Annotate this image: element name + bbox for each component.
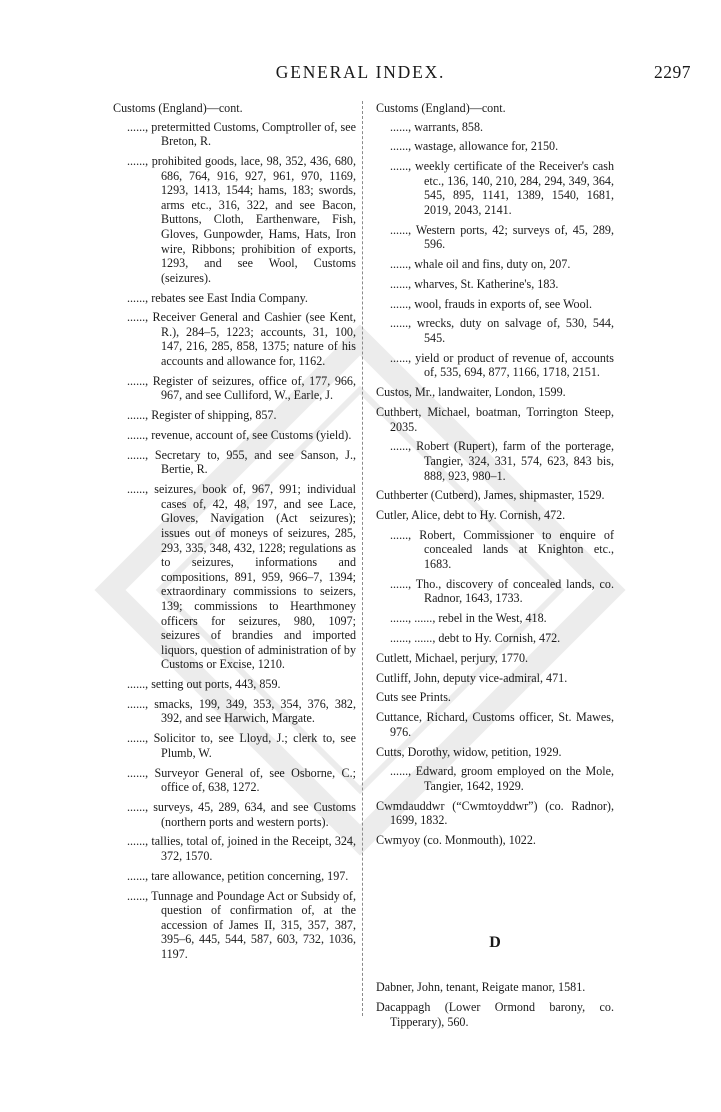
index-entry: ......, Register of shipping, 857. bbox=[127, 408, 277, 423]
index-entry: Cwmdauddwr (“Cwmtoyddwr”) (co. Radnor), 1699, 1832. bbox=[376, 798, 614, 828]
index-entry: ......, pretermitted Customs, Comptroller of, see Breton, R. bbox=[127, 119, 356, 149]
index-entry: Dacappagh (Lower Ormond barony, co. Tipperary), 560. bbox=[376, 1000, 614, 1029]
index-entry: ......, Robert, Commissioner to enquire of concealed lands at Knighton etc., 1683. bbox=[390, 527, 614, 572]
running-title: GENERAL INDEX. bbox=[275, 62, 446, 82]
index-entry: ......, Robert (Rupert), farm of the porterage, Tangier, 324, 331, 574, 623, 843 bis, 888, 923, 980–1. bbox=[390, 439, 614, 483]
index-entry: ......, Register of seizures, office of, 177, 966, 967, and see Culliford, W., Earle, J. bbox=[127, 373, 356, 403]
index-entry: ......, setting out ports, 443, 859. bbox=[127, 677, 281, 692]
column-heading: Customs (England)—cont. bbox=[376, 101, 506, 115]
index-entry: ......, ......, rebel in the West, 418. bbox=[390, 611, 547, 626]
index-entry: ......, seizures, book of, 967, 991; individual cases of, 42, 48, 197, and see Lace, Gloves, Navigation (Act seizures); issues out of moneys of seizures, 285, 293, 335, 348, 432, 1228; regulations as to seizures, informations and compositions, 891, 959, 966–7, 1394; extraordinary commissions to seizers, 139; commissions to Hearthmoney officers for seizures, 980, 1097; seizures of brandies and imported liquors, question of administration of by Customs or Excise, 1210. bbox=[127, 482, 356, 672]
index-entry: ......, Secretary to, 955, and see Sanson, J., Bertie, R. bbox=[127, 447, 356, 477]
index-entry: ......, Edward, groom employed on the Mole, Tangier, 1642, 1929. bbox=[390, 764, 614, 793]
index-entry: Cutliff, John, deputy vice-admiral, 471. bbox=[376, 670, 568, 685]
index-entry: ......, Tho., discovery of concealed lands, co. Radnor, 1643, 1733. bbox=[390, 576, 614, 606]
index-entry: Cuthbert, Michael, boatman, Torrington Steep, 2035. bbox=[376, 404, 614, 434]
index-entry: Dabner, John, tenant, Reigate manor, 1581. bbox=[376, 980, 586, 995]
index-entry: Custos, Mr., landwaiter, London, 1599. bbox=[376, 385, 566, 400]
index-entry: Cuttance, Richard, Customs officer, St. Mawes, 976. bbox=[376, 710, 614, 739]
index-entry: ......, tallies, total of, joined in the Receipt, 324, 372, 1570. bbox=[127, 834, 356, 863]
index-entry: ......, warrants, 858. bbox=[390, 119, 484, 134]
index-entry: ......, wool, frauds in exports of, see Wool. bbox=[390, 296, 593, 311]
index-entry: Cutlett, Michael, perjury, 1770. bbox=[376, 650, 529, 665]
index-entry: ......, smacks, 199, 349, 353, 354, 376, 382, 392, and see Harwich, Margate. bbox=[127, 696, 356, 726]
section-letter: D bbox=[489, 933, 501, 951]
index-entry: ......, Western ports, 42; surveys of, 45, 289, 596. bbox=[390, 222, 614, 252]
index-entry: Cuts see Prints. bbox=[376, 690, 451, 705]
index-entry: ......, prohibited goods, lace, 98, 352, 436, 680, 686, 764, 916, 927, 961, 970, 1169, 1293, 1413, 1544; hams, 183; swords, arms etc., 316, 322, and see Bacon, Buttons, Cloth, Earthenware, Fish, Gloves, Gunpowder, Hams, Hats, Iron wire, Ribbons; prohibition of exports, 1293, and see Wool, Customs (seizures). bbox=[127, 153, 356, 285]
left-column bbox=[113, 101, 356, 967]
index-entry: ......, weekly certificate of the Receiver's cash etc., 136, 140, 210, 284, 294, 349, 364, 545, 895, 1141, 1389, 1540, 1681, 2019, 2043, 2141. bbox=[390, 159, 614, 217]
left-entries bbox=[113, 120, 356, 962]
index-entry: Cwmyoy (co. Monmouth), 1022. bbox=[376, 833, 536, 848]
index-entry: ......, Solicitor to, see Lloyd, J.; clerk to, see Plumb, W. bbox=[127, 731, 356, 760]
column-divider bbox=[362, 101, 363, 1016]
index-entry: Cutts, Dorothy, widow, petition, 1929. bbox=[376, 744, 562, 759]
index-entry: ......, tare allowance, petition concerning, 197. bbox=[127, 868, 349, 883]
index-entry: ......, ......, debt to Hy. Cornish, 472. bbox=[390, 631, 561, 645]
column-heading: Customs (England)—cont. bbox=[113, 101, 243, 115]
index-entry: ......, wharves, St. Katherine's, 183. bbox=[390, 276, 559, 291]
right-entries bbox=[376, 120, 614, 848]
index-entry: ......, Surveyor General of, see Osborne, C.; office of, 638, 1272. bbox=[127, 765, 356, 795]
index-entry: ......, Receiver General and Cashier (see Kent, R.), 284–5, 1223; accounts, 31, 100, 147, 216, 285, 858, 1375; nature of his accounts and allowance for, 1162. bbox=[127, 310, 356, 369]
index-entry: Cutler, Alice, debt to Hy. Cornish, 472. bbox=[376, 508, 566, 523]
page-number: 2297 bbox=[654, 62, 691, 82]
right-column bbox=[376, 101, 614, 1034]
index-entry: ......, revenue, account of, see Customs (yield). bbox=[127, 428, 352, 442]
index-entry: ......, rebates see East India Company. bbox=[127, 290, 308, 305]
index-entry: ......, wrecks, duty on salvage of, 530, 544, 545. bbox=[390, 316, 614, 346]
index-entry: ......, Tunnage and Poundage Act or Subsidy of, question of confirmation of, at the accession of James II, 315, 357, 387, 395–6, 445, 544, 587, 603, 732, 1036, 1197. bbox=[127, 888, 356, 961]
section-entries bbox=[376, 980, 614, 1029]
index-entry: ......, whale oil and fins, duty on, 207. bbox=[390, 257, 571, 272]
index-entry: ......, yield or product of revenue of, accounts of, 535, 694, 877, 1166, 1718, 2151. bbox=[390, 350, 614, 380]
index-entry: Cuthberter (Cutberd), James, shipmaster, 1529. bbox=[376, 488, 605, 503]
index-entry: ......, wastage, allowance for, 2150. bbox=[390, 139, 559, 154]
index-entry: ......, surveys, 45, 289, 634, and see Customs (northern ports and western ports). bbox=[127, 799, 356, 829]
